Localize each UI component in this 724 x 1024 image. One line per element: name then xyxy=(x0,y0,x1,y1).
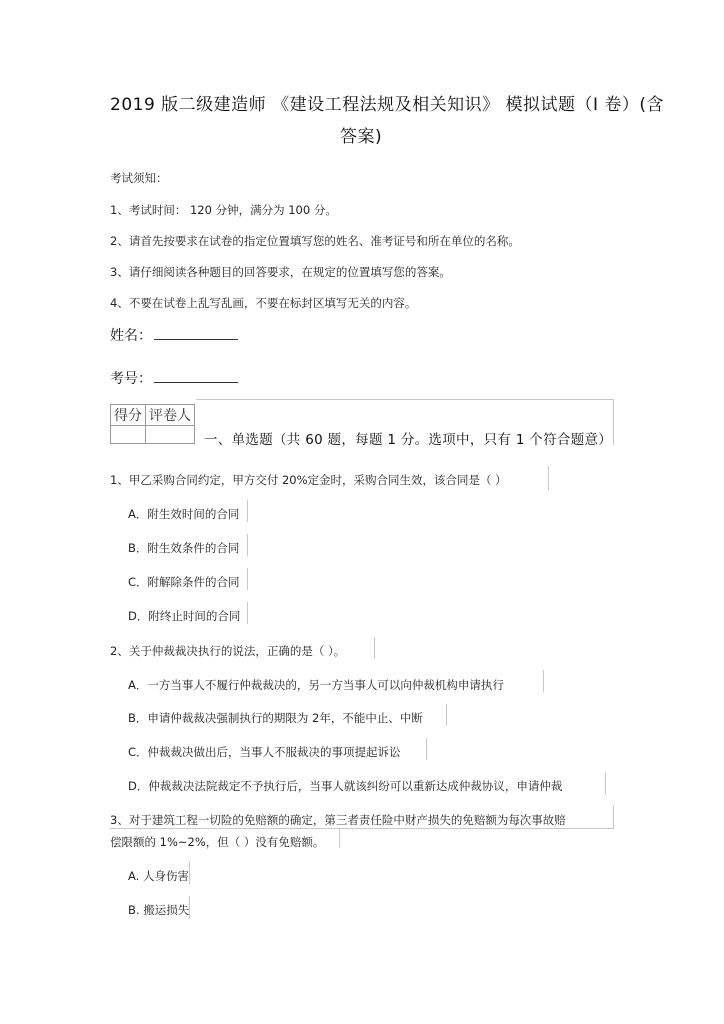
grader-header: 评卷人 xyxy=(146,405,195,426)
score-table xyxy=(110,404,195,444)
q1b-rule xyxy=(247,534,248,556)
q2b-rule xyxy=(446,704,447,726)
question-1-option-d[interactable]: D．附终止时间的合同 xyxy=(128,609,241,623)
question-2-stem: 2、关于仲裁裁决执行的说法，正确的是（ ）。 xyxy=(110,644,346,658)
question-2-option-b[interactable]: B．申请仲裁裁决强制执行的期限为 2年，不能中止、中断 xyxy=(128,711,423,725)
question-3-option-b[interactable]: B. 搬运损失 xyxy=(128,903,190,917)
question-1-option-a[interactable]: A．附生效时间的合同 xyxy=(128,507,240,521)
q3-line2-rule xyxy=(339,828,340,848)
question-3-stem-line2: 偿限额的 1%~2%，但（ ）没有免赔额。 xyxy=(110,835,325,849)
question-2-option-d[interactable]: D．仲裁裁决法院裁定不予执行后，当事人就该纠纷可以重新达成仲裁协议，申请仲裁 xyxy=(128,779,563,793)
q2a-rule xyxy=(543,670,544,692)
section-top-rule xyxy=(196,399,614,400)
notice-item-2: 2、请首先按要求在试卷的指定位置填写您的姓名、准考证号和所在单位的名称。 xyxy=(110,234,520,248)
score-cell[interactable] xyxy=(111,426,146,444)
exam-title-line1: 2019 版二级建造师 《建设工程法规及相关知识》 模拟试题（I 卷）(含 xyxy=(110,95,665,115)
q1c-rule xyxy=(247,568,248,590)
question-3-stem-line1: 3、对于建筑工程一切险的免赔额的确定，第三者责任险中财产损失的免赔额为每次事故赔 xyxy=(110,813,566,827)
score-header: 得分 xyxy=(111,405,146,426)
exam-number-blank-line[interactable] xyxy=(154,372,238,383)
name-blank-line[interactable] xyxy=(154,329,238,340)
q3a-rule xyxy=(189,862,190,884)
q3-rule-h xyxy=(110,828,614,829)
q1d-rule xyxy=(247,602,248,624)
exam-title-line2: 答案) xyxy=(340,127,383,147)
name-label: 姓名： xyxy=(110,328,152,344)
exam-number-field[interactable] xyxy=(110,368,238,388)
question-1-option-c[interactable]: C．附解除条件的合同 xyxy=(128,575,240,589)
q1-rule xyxy=(548,466,549,490)
grader-cell[interactable] xyxy=(146,426,195,444)
q2c-rule xyxy=(426,738,427,760)
exam-number-label: 考号： xyxy=(110,371,152,387)
notice-item-1: 1、考试时间： 120 分钟，满分为 100 分。 xyxy=(110,203,337,217)
q3-rule-v xyxy=(613,806,614,828)
question-3-option-a[interactable]: A. 人身伤害 xyxy=(128,869,189,883)
question-2-option-c[interactable]: C．仲裁裁决做出后，当事人不服裁决的事项提起诉讼 xyxy=(128,745,401,759)
question-1-option-b[interactable]: B．附生效条件的合同 xyxy=(128,541,240,555)
notice-item-3: 3、请仔细阅读各种题目的回答要求，在规定的位置填写您的答案。 xyxy=(110,265,451,279)
q3b-rule xyxy=(189,896,190,918)
question-1-stem: 1、甲乙采购合同约定，甲方交付 20%定金时，采购合同生效，该合同是（ ） xyxy=(110,473,507,487)
q1a-rule xyxy=(247,500,248,522)
section-right-rule xyxy=(613,399,614,445)
notice-heading: 考试须知： xyxy=(110,171,168,185)
section-heading: 一、单选题（共 60 题，每题 1 分。选项中，只有 1 个符合题意） xyxy=(204,432,613,448)
name-field[interactable] xyxy=(110,325,238,345)
question-2-option-a[interactable]: A．一方当事人不履行仲裁裁决的，另一方当事人可以向仲裁机构申请执行 xyxy=(128,678,504,692)
q2d-rule xyxy=(605,772,606,794)
notice-item-4: 4、不要在试卷上乱写乱画，不要在标封区填写无关的内容。 xyxy=(110,296,417,310)
q2-rule xyxy=(374,637,375,659)
